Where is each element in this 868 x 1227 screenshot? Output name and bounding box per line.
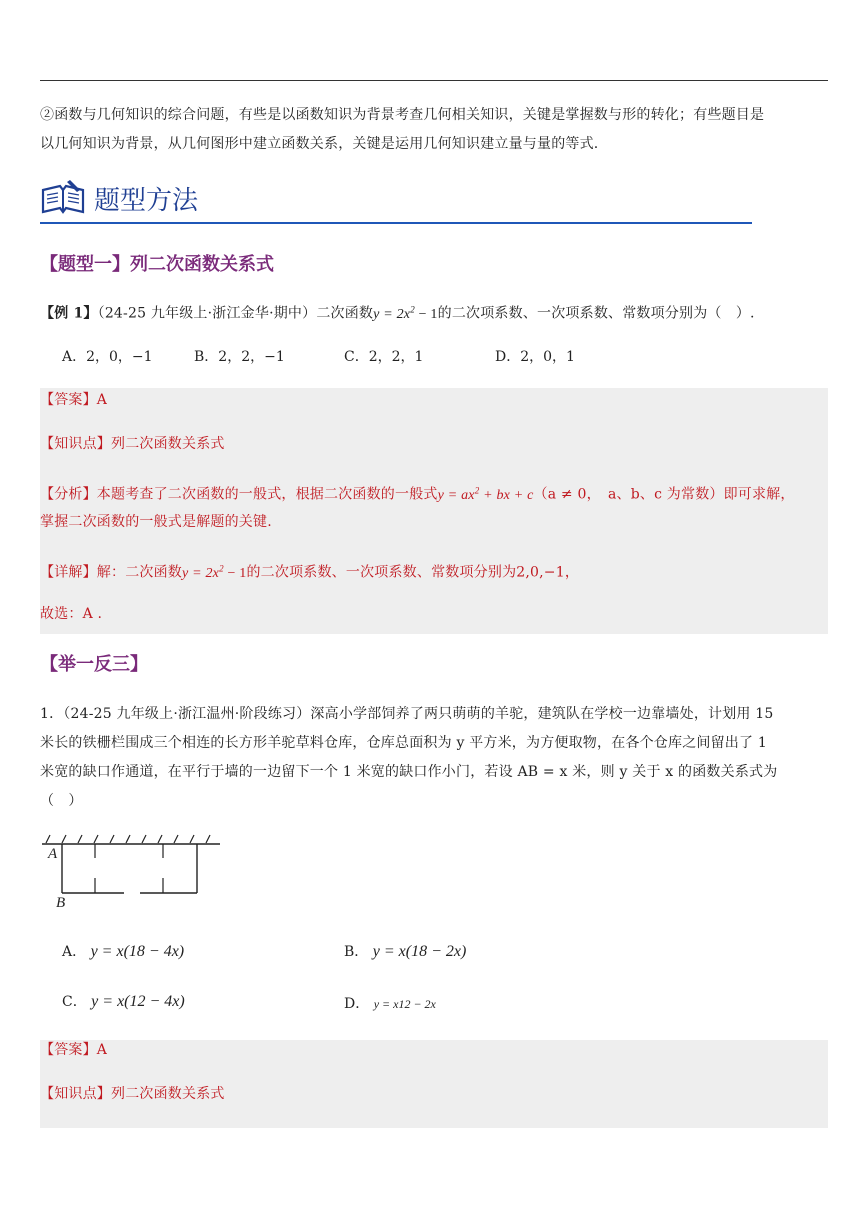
practice-title: 【举一反三】 bbox=[40, 654, 148, 675]
fence-diagram bbox=[40, 830, 230, 920]
answer-label-2: 【答案】A bbox=[40, 1042, 108, 1058]
example-option-a[interactable]: A．2，0，−1 bbox=[62, 349, 153, 365]
answer-label: 【答案】A bbox=[40, 392, 108, 408]
section-title: 题型方法 bbox=[94, 186, 199, 216]
q1-line-2: 米长的铁栅栏围成三个相连的长方形羊驼草料仓库，仓库总面积为 y 平方米，为方便取物，在各个仓库之间留出了 1 bbox=[40, 735, 767, 751]
example-1-stem bbox=[40, 295, 830, 329]
q1-option-c[interactable]: C． y = x(12 − 4x) bbox=[62, 993, 185, 1010]
intro-line-1: ②函数与几何知识的综合问题，有些是以函数知识为背景考查几何相关知识，关键是掌握数与形的转化；有些题目是 bbox=[40, 107, 765, 123]
q1-line-4: （ ） bbox=[40, 793, 83, 809]
header-rule bbox=[40, 80, 828, 81]
example-tail: 的二次项系数、一次项系数、常数项分别为（ ）. bbox=[437, 305, 755, 322]
example-label: 【例 1】 bbox=[40, 305, 98, 322]
example-option-c[interactable]: C．2，2，1 bbox=[344, 349, 424, 365]
analysis-line-2: 掌握二次函数的一般式是解题的关键. bbox=[40, 514, 272, 530]
analysis-line-1: 【分析】本题考查了二次函数的一般式，根据二次函数的一般式$y = ax^2$ + bx + c（a ≠ 0， a、b、c 为常数）即可求解， bbox=[40, 485, 795, 503]
example-source: （24-25 九年级上·浙江金华·期中）二次函数 bbox=[97, 305, 374, 322]
example-formula: $y = 2x^2 - 1$ bbox=[373, 304, 438, 322]
knowledge-point-2: 【知识点】列二次函数关系式 bbox=[40, 1086, 225, 1102]
choice-line: 故选：A . bbox=[40, 606, 103, 622]
analysis-formula: $y = ax^2$ + bx + c bbox=[437, 485, 534, 503]
knowledge-point: 【知识点】列二次函数关系式 bbox=[40, 436, 225, 452]
figure-label-b: B bbox=[56, 895, 66, 911]
figure-label-a: A bbox=[48, 846, 58, 862]
q1-option-a[interactable]: A． y = x(18 − 4x) bbox=[62, 943, 185, 960]
detail-line: 【详解】解：二次函数$y = 2x^2 - 1$的二次项系数、一次项系数、常数项分别为2,0,−1， bbox=[40, 563, 580, 581]
book-pen-icon bbox=[40, 178, 86, 218]
q1-line-1: 1．（24-25 九年级上·浙江温州·阶段练习）深高小学部饲养了两只萌萌的羊驼，建筑队在学校一边靠墙处，计划用 15 bbox=[40, 706, 774, 722]
intro-line-2: 以几何知识为背景，从几何图形中建立函数关系，关键是运用几何知识建立量与量的等式. bbox=[40, 136, 599, 152]
section-rule bbox=[40, 222, 752, 224]
q1-line-3: 米宽的缺口作通道，在平行于墙的一边留下一个 1 米宽的缺口作小门，若设 AB = x 米，则 y 关于 x 的函数关系式为 bbox=[40, 764, 778, 780]
q1-option-b[interactable]: B． y = x(18 − 2x) bbox=[344, 943, 467, 960]
detail-formula: $y = 2x^2 - 1$ bbox=[182, 563, 247, 581]
q1-option-d[interactable]: D． y = x12 − 2x bbox=[344, 996, 436, 1012]
example-option-b[interactable]: B．2，2，−1 bbox=[194, 349, 285, 365]
example-option-d[interactable]: D．2，0，1 bbox=[495, 349, 575, 365]
type-title: 【题型一】列二次函数关系式 bbox=[40, 254, 274, 275]
